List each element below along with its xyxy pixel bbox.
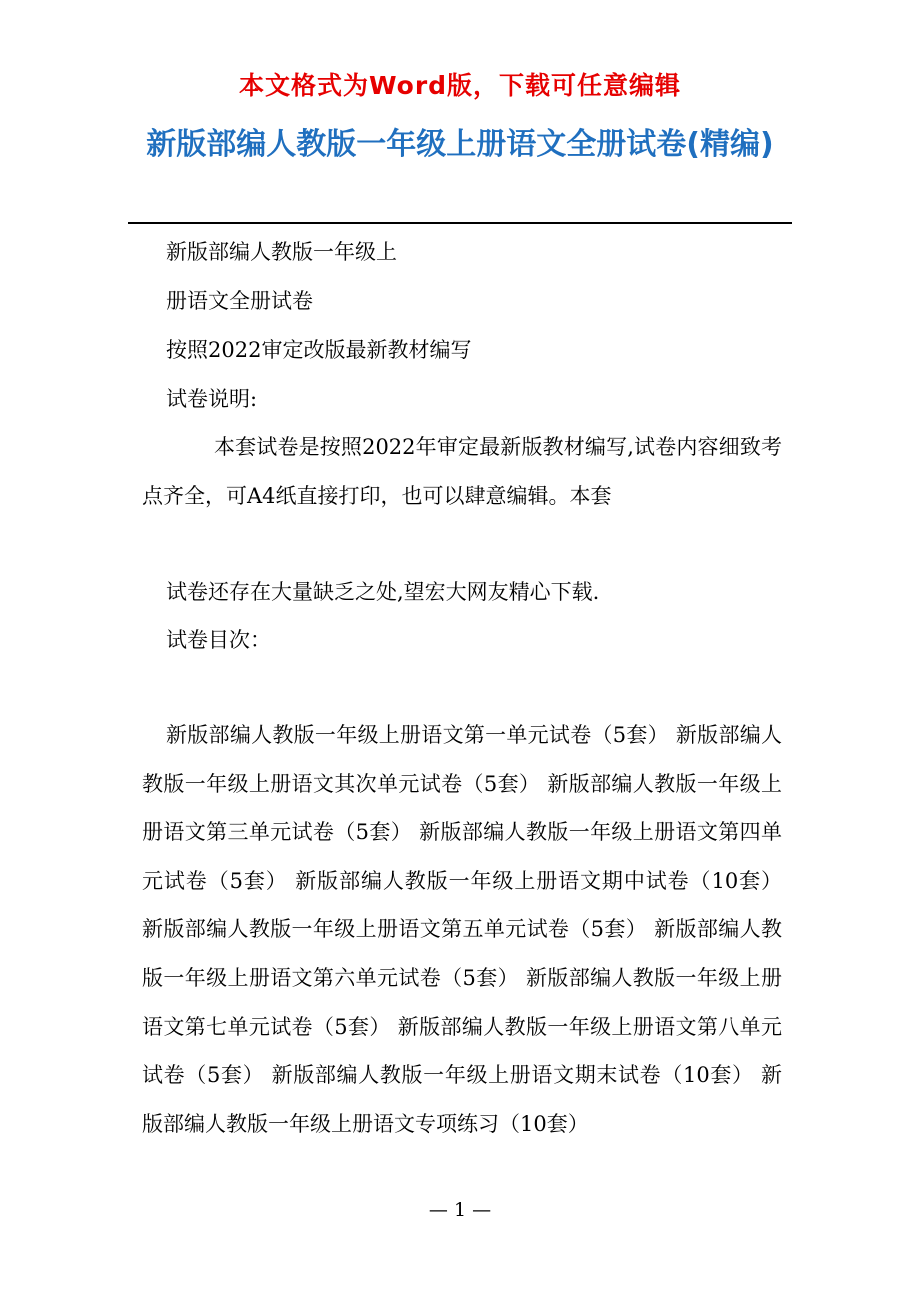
- title-divider: [128, 222, 792, 224]
- contents-list: 新版部编人教版一年级上册语文第一单元试卷（5套） 新版部编人教版一年级上册语文其次单元试卷（5套） 新版部编人教版一年级上册语文第三单元试卷（5套） 新版部编人教版一年级上册语文第四单元试卷（5套） 新版部编人教版一年级上册语文期中试卷（10套） 新版部编人教版一年级上册语文第五单元试卷（5套） 新版部编人教版一年级上册语文第六单元试卷（5套） 新版部编人教版一年级上册语文第七单元试卷（5套） 新版部编人教版一年级上册语文第八单元试卷（5套） 新版部编人教版一年级上册语文期末试卷（10套） 新版部编人教版一年级上册语文专项练习（10套）: [142, 723, 782, 1136]
- intro-line-2: 册语文全册试卷: [166, 289, 313, 313]
- description-continuation: 试卷还存在大量缺乏之处,望宏大网友精心下载.: [166, 580, 600, 604]
- description-paragraph: 本套试卷是按照2022年审定最新版教材编写,试卷内容细致考点齐全，可A4纸直接打印，也可以肆意编辑。本套: [142, 435, 782, 508]
- word-format-notice: 本文格式为Word版，下载可任意编辑: [238, 71, 682, 100]
- intro-line-3: 按照2022审定改版最新教材编写: [166, 338, 472, 362]
- document-title: 新版部编人教版一年级上册语文全册试卷(精编): [146, 127, 774, 162]
- page-number: — 1 —: [428, 1199, 492, 1221]
- contents-label: 试卷目次：: [166, 628, 271, 652]
- intro-line-1: 新版部编人教版一年级上: [166, 240, 397, 264]
- instructions-label: 试卷说明:: [166, 387, 258, 411]
